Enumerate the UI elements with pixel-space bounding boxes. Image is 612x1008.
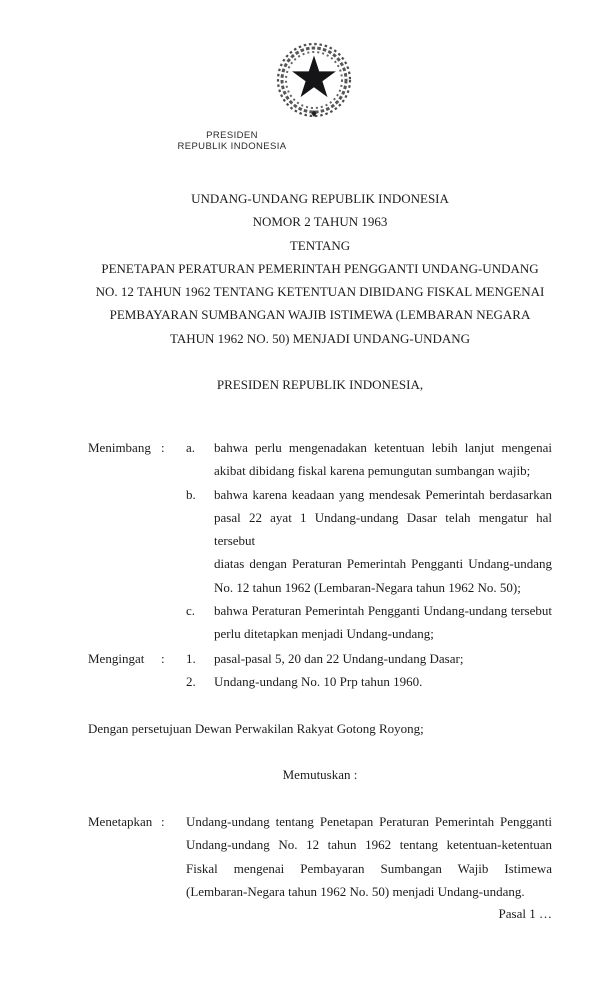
clause-menetapkan (88, 810, 552, 903)
list-item-marker: 2. (186, 674, 196, 690)
list-item-marker: a. (186, 440, 196, 455)
clause-text-line: diatas dengan Peraturan Pemerintah Pengganti Undang-undang (214, 556, 552, 572)
list-item (186, 599, 552, 646)
clause-mengingat (88, 647, 552, 694)
clause-text-line: Undang-undang No. 12 tahun 1962 tentang ketentuan-ketentuan (186, 837, 552, 853)
decision-heading: Memutuskan : (282, 767, 358, 782)
clause-colon: : (161, 814, 165, 829)
title-line: NO. 12 TAHUN 1962 TENTANG KETENTUAN DIBIDANG FISKAL MENGENAI (95, 284, 545, 300)
star-wreath-seal-icon (274, 40, 354, 120)
letterhead-line-presiden: PRESIDEN (206, 130, 258, 141)
list-item (186, 483, 552, 599)
clause-text-line: pasal-pasal 5, 20 dan 22 Undang-undang Dasar; (214, 651, 464, 666)
list-item-marker: 1. (186, 651, 196, 666)
title-line: UNDANG-UNDANG REPUBLIK INDONESIA (191, 191, 449, 206)
list-item-marker: b. (186, 486, 196, 502)
list-item (186, 670, 552, 693)
clause-text-line: bahwa karena keadaan yang mendesak Pemerintah berdasarkan (214, 486, 552, 502)
list-item (186, 436, 552, 483)
clause-text-line: pasal 22 ayat 1 Undang-undang Dasar telah mengatur hal tersebut (214, 509, 552, 549)
clause-text-line: bahwa perlu mengenadakan ketentuan lebih lanjut mengenai (214, 440, 552, 455)
clause-text-line: perlu ditetapkan menjadi Undang-undang; (214, 626, 434, 642)
clause-text-line: Undang-undang tentang Penetapan Peraturan Pemerintah Pengganti (186, 814, 552, 829)
approval-line: Dengan persetujuan Dewan Perwakilan Rakyat Gotong Royong; (88, 721, 424, 736)
clause-label: Menimbang (88, 440, 151, 455)
letterhead-line-republik: REPUBLIK INDONESIA (177, 141, 287, 152)
clause-colon: : (161, 440, 165, 455)
clause-label: Menetapkan (88, 814, 153, 829)
letterhead (0, 130, 464, 152)
presidential-seal (274, 40, 354, 120)
clause-colon: : (161, 651, 165, 666)
salutation-line: PRESIDEN REPUBLIK INDONESIA, (216, 377, 424, 392)
clause-label: Mengingat (88, 651, 145, 666)
clause-text-line: No. 12 tahun 1962 (Lembaran-Negara tahun 1962 No. 50); (214, 579, 521, 595)
list-item-marker: c. (186, 603, 196, 619)
title-line: PENETAPAN PERATURAN PEMERINTAH PENGGANTI UNDANG-UNDANG (101, 260, 539, 276)
title-line: NOMOR 2 TAHUN 1963 (252, 214, 388, 230)
clause-menimbang (88, 436, 552, 646)
law-title-block (88, 187, 552, 350)
title-line: TENTANG (289, 237, 351, 253)
clause-text-line: (Lembaran-Negara tahun 1962 No. 50) menjadi Undang-undang. (186, 883, 525, 899)
clause-text-line: Fiskal mengenai Pembayaran Sumbangan Wajib Istimewa (186, 860, 552, 876)
list-item (186, 647, 552, 670)
clause-text-line: Undang-undang No. 10 Prp tahun 1960. (214, 674, 423, 690)
clause-text-line: akibat dibidang fiskal karena pemungutan sumbangan wajib; (214, 463, 531, 479)
title-line: TAHUN 1962 NO. 50) MENJADI UNDANG-UNDANG (169, 330, 471, 346)
page-catchword: Pasal 1 … (498, 906, 552, 921)
clause-text-line: bahwa Peraturan Pemerintah Pengganti Undang-undang tersebut (214, 603, 552, 619)
title-line: PEMBAYARAN SUMBANGAN WAJIB ISTIMEWA (LEMBARAN NEGARA (109, 307, 531, 323)
star-icon (292, 56, 336, 98)
